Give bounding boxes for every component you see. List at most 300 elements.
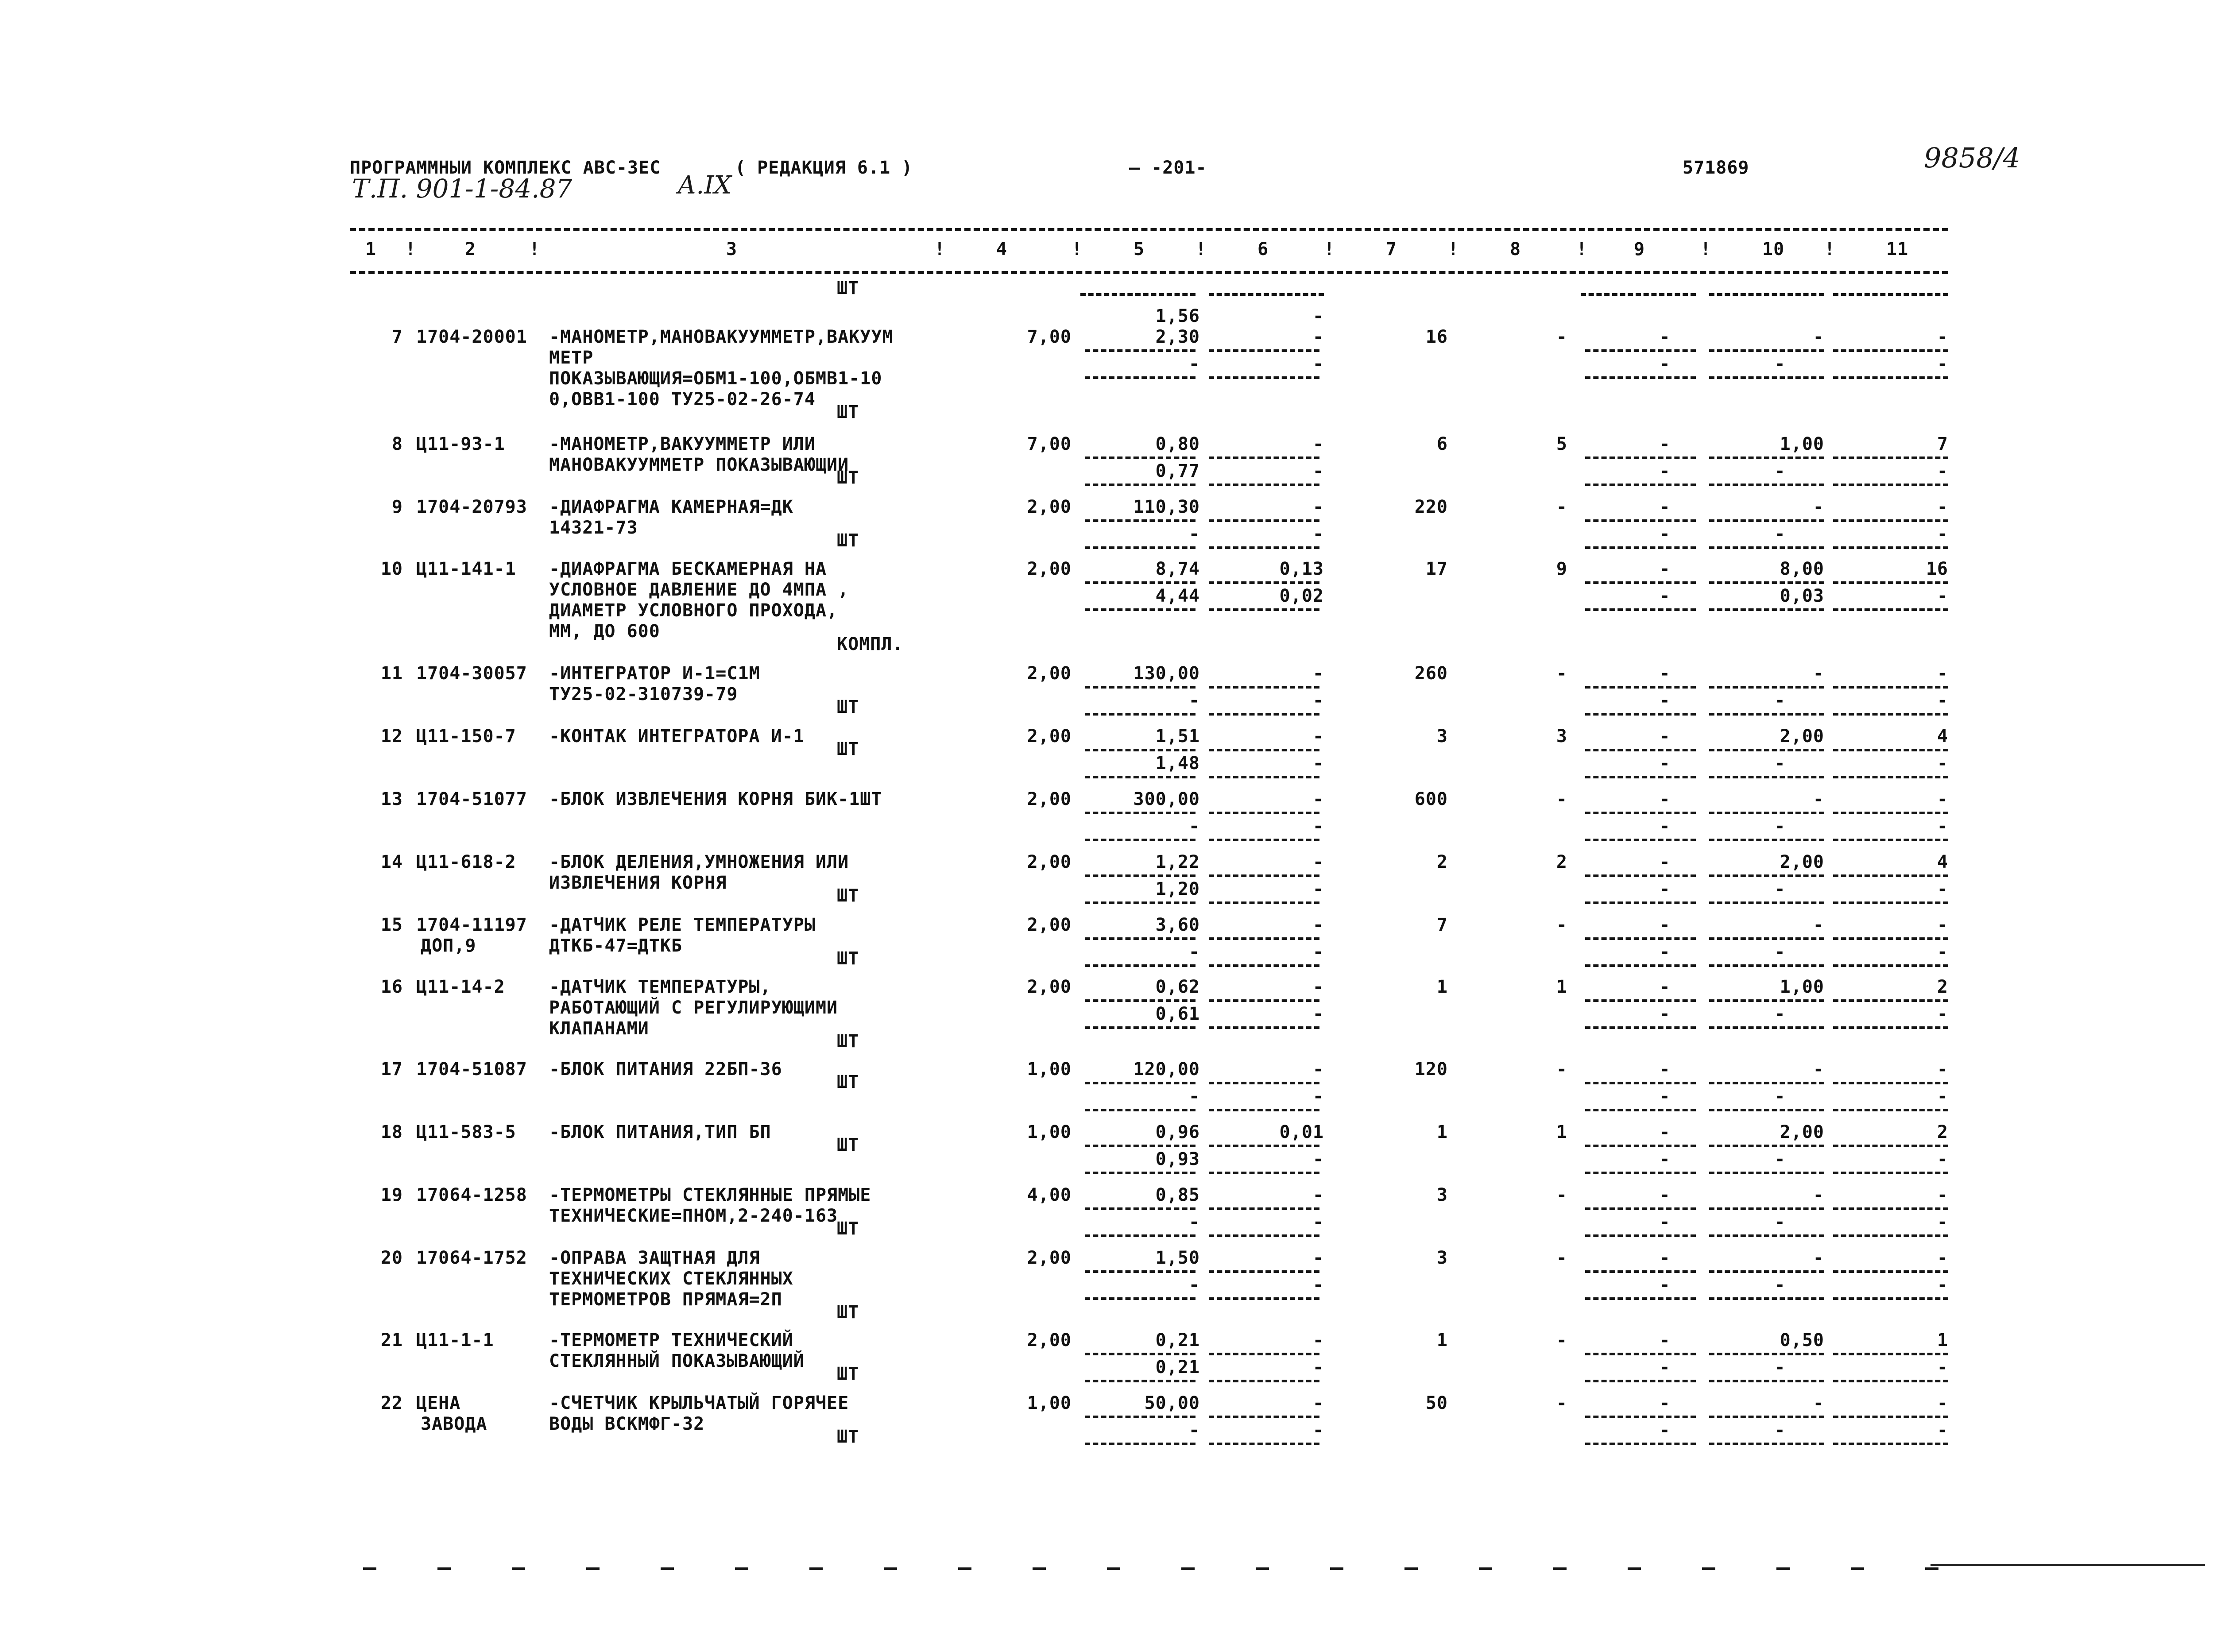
price-part-bottom: - bbox=[1312, 354, 1324, 374]
cell-rule bbox=[1833, 608, 1948, 611]
cell-rule bbox=[1709, 1172, 1824, 1174]
row-number: 17 bbox=[380, 1059, 403, 1079]
col11-value: 4 bbox=[1937, 852, 1948, 872]
item-description: -ОПРАВА ЗАЩТНАЯ ДЛЯ bbox=[549, 1248, 760, 1268]
cell-rule bbox=[1585, 1082, 1696, 1084]
cell-rule bbox=[1085, 1234, 1195, 1237]
quantity-value: 2,00 bbox=[1027, 497, 1072, 517]
row-number: 11 bbox=[380, 663, 403, 684]
col11-value: - bbox=[1937, 1059, 1948, 1079]
cell-rule bbox=[1209, 376, 1319, 379]
col10-value: - bbox=[1813, 1248, 1824, 1268]
cell-rule bbox=[1585, 812, 1696, 814]
cell-rule bbox=[1833, 349, 1948, 352]
row-number: 18 bbox=[380, 1122, 403, 1142]
quantity-value: 1,00 bbox=[1027, 1059, 1072, 1079]
quantity-value: 2,00 bbox=[1027, 1248, 1072, 1268]
item-description: ТЕХНИЧЕСКИХ СТЕКЛЯННЫХ bbox=[549, 1269, 793, 1289]
row-number: 13 bbox=[380, 789, 403, 809]
cell-rule bbox=[1209, 776, 1319, 778]
quantity-value: 2,00 bbox=[1027, 663, 1072, 684]
cell-rule bbox=[1709, 901, 1824, 904]
column-header-10: 10 bbox=[1762, 239, 1785, 259]
program-title: ПРОГРАММНЫИ КОМПЛЕКС АВС-3ЕС bbox=[350, 158, 661, 178]
price-part-value: - bbox=[1312, 852, 1324, 872]
cell-rule bbox=[1209, 901, 1319, 904]
unit-label: ШТ bbox=[837, 697, 859, 717]
unit-label: ШТ bbox=[837, 402, 859, 422]
col10-bottom: - bbox=[1774, 942, 1786, 962]
cell-rule bbox=[1085, 964, 1195, 967]
price-value-bottom: 1,20 bbox=[1155, 879, 1200, 899]
col9-bottom: - bbox=[1659, 586, 1671, 606]
price-value: 1,50 bbox=[1155, 1248, 1200, 1268]
bottom-dash bbox=[1404, 1567, 1418, 1570]
cell-rule bbox=[1209, 519, 1319, 522]
cell-rule bbox=[1585, 713, 1696, 716]
cell-rule bbox=[1209, 1109, 1319, 1111]
price-value-bottom: - bbox=[1188, 1086, 1200, 1106]
cell-rule bbox=[1209, 1416, 1319, 1418]
column-header-9: 9 bbox=[1634, 239, 1645, 259]
col10-bottom: - bbox=[1774, 354, 1786, 374]
cell-rule bbox=[1585, 937, 1696, 940]
item-description: -ТЕРМОМЕТР ТЕХНИЧЕСКИЙ bbox=[549, 1330, 793, 1350]
col10-value: 8,00 bbox=[1780, 559, 1824, 579]
price-value: 8,74 bbox=[1155, 559, 1200, 579]
cell-rule bbox=[1209, 1082, 1319, 1084]
item-description: -ДИАФРАГМА БЕСКАМЕРНАЯ НА bbox=[549, 559, 827, 579]
item-code-suffix: ДОП,9 bbox=[421, 936, 476, 956]
col11-bottom: - bbox=[1937, 1149, 1948, 1169]
price-part-value: - bbox=[1312, 915, 1324, 935]
cell-rule bbox=[1833, 874, 1948, 877]
project-number-handwritten: Т.П. 901-1-84.87 bbox=[352, 174, 573, 204]
unit-label: ШТ bbox=[837, 739, 859, 759]
price-value: 300,00 bbox=[1133, 789, 1200, 809]
cell-rule bbox=[1085, 457, 1195, 459]
cell-rule bbox=[1209, 349, 1319, 352]
row-number: 19 bbox=[380, 1185, 403, 1205]
col9-bottom: - bbox=[1659, 1420, 1671, 1440]
price-value-bottom: - bbox=[1188, 1420, 1200, 1440]
col11-bottom: - bbox=[1937, 1212, 1948, 1232]
labor-value: - bbox=[1556, 1248, 1567, 1268]
price-part-value: - bbox=[1312, 1248, 1324, 1268]
cell-rule bbox=[1209, 1234, 1319, 1237]
cell-rule bbox=[1833, 1270, 1948, 1273]
price-part-value: - bbox=[1312, 1393, 1324, 1413]
unit-label: ШТ bbox=[837, 886, 859, 906]
col11-bottom: - bbox=[1937, 879, 1948, 899]
cell-rule bbox=[1585, 749, 1696, 751]
col10-bottom: - bbox=[1774, 816, 1786, 836]
cell-rule bbox=[1585, 874, 1696, 877]
cell-rule bbox=[1585, 546, 1696, 549]
column-separator: ! bbox=[1576, 239, 1588, 259]
item-code: Ц11-150-7 bbox=[416, 726, 516, 747]
item-code: 1704-11197 bbox=[416, 915, 527, 935]
cell-rule bbox=[1709, 1380, 1824, 1382]
item-description: -СЧЕТЧИК КРЫЛЬЧАТЫЙ ГОРЯЧЕЕ bbox=[549, 1393, 849, 1413]
cell-rule bbox=[1709, 1443, 1824, 1445]
bottom-dash bbox=[958, 1567, 971, 1570]
cell-rule bbox=[1709, 1270, 1824, 1273]
sheet-number-handwritten: 9858/4 bbox=[1924, 142, 2021, 174]
price-part-bottom: - bbox=[1312, 1004, 1324, 1024]
col10-value: - bbox=[1813, 1185, 1824, 1205]
cell-rule bbox=[1085, 999, 1195, 1002]
column-header-7: 7 bbox=[1386, 239, 1397, 259]
cell-rule bbox=[1709, 776, 1824, 778]
total-value: 1 bbox=[1436, 1330, 1448, 1350]
total-value: 17 bbox=[1425, 559, 1448, 579]
bottom-dash bbox=[661, 1567, 674, 1570]
cell-rule bbox=[1085, 713, 1195, 716]
cell-rule bbox=[1709, 1109, 1824, 1111]
item-description: МАНОВАКУУММЕТР ПОКАЗЫВАЮЩИИ bbox=[549, 455, 849, 475]
cell-rule bbox=[1709, 546, 1824, 549]
column-separator: ! bbox=[1448, 239, 1459, 259]
total-value: 2 bbox=[1436, 852, 1448, 872]
cell-rule bbox=[1709, 964, 1824, 967]
unit-label: ШТ bbox=[837, 530, 859, 551]
price-value: 2,30 bbox=[1155, 327, 1200, 347]
row-number: 7 bbox=[391, 327, 403, 347]
price-value: 0,80 bbox=[1155, 434, 1200, 454]
col9-bottom: - bbox=[1659, 354, 1671, 374]
unit-label: ШТ bbox=[837, 278, 859, 298]
price-part-value: - bbox=[1312, 1330, 1324, 1350]
col9-value: - bbox=[1659, 1248, 1671, 1268]
price-part-bottom: - bbox=[1312, 524, 1324, 544]
col9-value: - bbox=[1659, 1330, 1671, 1350]
item-description: СТЕКЛЯННЫЙ ПОКАЗЫВАЮЩИЙ bbox=[549, 1351, 805, 1371]
col10-bottom: - bbox=[1774, 1149, 1786, 1169]
cell-rule bbox=[1209, 1380, 1319, 1382]
item-code: ЦЕНА bbox=[416, 1393, 461, 1413]
col11-value: 2 bbox=[1937, 1122, 1948, 1142]
item-description: ВОДЫ ВСКМФГ-32 bbox=[549, 1414, 705, 1434]
col11-value: - bbox=[1937, 915, 1948, 935]
cell-rule bbox=[1709, 713, 1824, 716]
cell-rule bbox=[1709, 686, 1824, 689]
total-value: 3 bbox=[1436, 1248, 1448, 1268]
price-value-bottom: 4,44 bbox=[1155, 586, 1200, 606]
price-part-value: - bbox=[1312, 1059, 1324, 1079]
price-value: 1,51 bbox=[1155, 726, 1200, 747]
cell-rule bbox=[1709, 519, 1824, 522]
col11-value: 1 bbox=[1937, 1330, 1948, 1350]
total-value: 50 bbox=[1425, 1393, 1448, 1413]
item-description: ДТКБ-47=ДТКБ bbox=[549, 936, 682, 956]
cell-rule bbox=[1585, 964, 1696, 967]
col10-value: - bbox=[1813, 1059, 1824, 1079]
col11-bottom: - bbox=[1937, 1357, 1948, 1377]
item-description: МЕТР bbox=[549, 348, 594, 368]
cell-rule bbox=[1085, 376, 1195, 379]
item-code: 1704-51077 bbox=[416, 789, 527, 809]
cell-rule bbox=[1709, 1207, 1824, 1210]
bottom-dash bbox=[437, 1567, 451, 1570]
cell-rule bbox=[1085, 484, 1195, 486]
price-part-bottom: - bbox=[1312, 942, 1324, 962]
total-value: 1 bbox=[1436, 977, 1448, 997]
cell-rule bbox=[1209, 484, 1319, 486]
labor-value: 2 bbox=[1556, 852, 1567, 872]
col10-bottom: - bbox=[1774, 1275, 1786, 1295]
price-value: 50,00 bbox=[1144, 1393, 1200, 1413]
row-number: 16 bbox=[380, 977, 403, 997]
price-part-bottom: 0,02 bbox=[1279, 586, 1324, 606]
price-value: 130,00 bbox=[1133, 663, 1200, 684]
cell-rule bbox=[1585, 1380, 1696, 1382]
price-value-bottom: - bbox=[1188, 1212, 1200, 1232]
cell-rule bbox=[1833, 1172, 1948, 1174]
cell-rule bbox=[1585, 1145, 1696, 1147]
price-part-bottom: - bbox=[1312, 1357, 1324, 1377]
item-description: -БЛОК ПИТАНИЯ 22БП-36 bbox=[549, 1059, 782, 1079]
col9-value: - bbox=[1659, 789, 1671, 809]
page-number: — -201- bbox=[1129, 158, 1207, 178]
cell-rule bbox=[1709, 1353, 1824, 1355]
cell-rule bbox=[1085, 1109, 1195, 1111]
col11-value: - bbox=[1937, 789, 1948, 809]
price-part-bottom: - bbox=[1312, 1149, 1324, 1169]
cell-rule bbox=[1709, 293, 1824, 296]
cell-rule bbox=[1085, 776, 1195, 778]
price-part-value: - bbox=[1312, 327, 1324, 347]
cell-rule bbox=[1833, 1353, 1948, 1355]
cell-rule bbox=[1833, 901, 1948, 904]
price-value-bottom: 0,61 bbox=[1155, 1004, 1200, 1024]
col9-bottom: - bbox=[1659, 1357, 1671, 1377]
cell-rule bbox=[1209, 1443, 1319, 1445]
cell-rule bbox=[1833, 1082, 1948, 1084]
cell-rule bbox=[1085, 1416, 1195, 1418]
item-description: ДИАМЕТР УСЛОВНОГО ПРОХОДА, bbox=[549, 600, 838, 621]
cell-rule bbox=[1080, 293, 1195, 296]
price-part-bottom: - bbox=[1312, 461, 1324, 481]
item-description: -ИНТЕГРАТОР И-1=С1М bbox=[549, 663, 760, 684]
cell-rule bbox=[1709, 749, 1824, 751]
col10-value: - bbox=[1813, 497, 1824, 517]
cell-rule bbox=[1209, 546, 1319, 549]
item-description: -ТЕРМОМЕТРЫ СТЕКЛЯННЫЕ ПРЯМЫЕ bbox=[549, 1185, 871, 1205]
price-value-bottom: - bbox=[1188, 816, 1200, 836]
item-description: ММ, ДО 600 bbox=[549, 621, 660, 642]
item-description: -ДАТЧИК ТЕМПЕРАТУРЫ, bbox=[549, 977, 771, 997]
cell-rule bbox=[1085, 1207, 1195, 1210]
price-value-bottom: - bbox=[1188, 690, 1200, 711]
cell-rule bbox=[1833, 376, 1948, 379]
cell-rule bbox=[1833, 964, 1948, 967]
col11-value: - bbox=[1937, 1393, 1948, 1413]
col9-value: - bbox=[1659, 915, 1671, 935]
cell-rule bbox=[1709, 1145, 1824, 1147]
price-part-bottom: - bbox=[1312, 879, 1324, 899]
unit-label: ШТ bbox=[837, 1135, 859, 1155]
col10-bottom: - bbox=[1774, 524, 1786, 544]
item-code: Ц11-14-2 bbox=[416, 977, 505, 997]
cell-rule bbox=[1585, 1172, 1696, 1174]
row-number: 21 bbox=[380, 1330, 403, 1350]
cell-rule bbox=[1085, 1297, 1195, 1300]
item-description: 14321-73 bbox=[549, 518, 638, 538]
column-header-3: 3 bbox=[726, 239, 738, 259]
item-description: УСЛОВНОЕ ДАВЛЕНИЕ ДО 4МПА , bbox=[549, 580, 849, 600]
column-separator: ! bbox=[1324, 239, 1335, 259]
labor-value: - bbox=[1556, 663, 1567, 684]
quantity-value: 2,00 bbox=[1027, 1330, 1072, 1350]
row-number: 10 bbox=[380, 559, 403, 579]
bottom-dash bbox=[363, 1567, 376, 1570]
column-header-11: 11 bbox=[1886, 239, 1909, 259]
price-value: 0,85 bbox=[1155, 1185, 1200, 1205]
cell-rule bbox=[1709, 812, 1824, 814]
cell-rule bbox=[1833, 1207, 1948, 1210]
cell-rule bbox=[1585, 1353, 1696, 1355]
cell-rule bbox=[1585, 484, 1696, 486]
col10-value: - bbox=[1813, 327, 1824, 347]
item-description: ПОКАЗЫВАЮЩИЯ=ОБМ1-100,ОБМВ1-10 bbox=[549, 368, 882, 389]
item-description: -МАНОМЕТР,МАНОВАКУУММЕТР,ВАКУУМ bbox=[549, 327, 894, 347]
col9-bottom: - bbox=[1659, 524, 1671, 544]
bottom-dash bbox=[1925, 1567, 1938, 1570]
column-header-8: 8 bbox=[1510, 239, 1521, 259]
col10-bottom: - bbox=[1774, 461, 1786, 481]
col10-bottom: - bbox=[1774, 879, 1786, 899]
item-code: 17064-1258 bbox=[416, 1185, 527, 1205]
cell-rule bbox=[1709, 608, 1824, 611]
quantity-value: 2,00 bbox=[1027, 852, 1072, 872]
col9-value: - bbox=[1659, 852, 1671, 872]
cell-rule bbox=[1833, 484, 1948, 486]
price-part-value: - bbox=[1312, 726, 1324, 747]
cell-rule bbox=[1709, 349, 1824, 352]
price-part-value: - bbox=[1312, 789, 1324, 809]
quantity-value: 7,00 bbox=[1027, 434, 1072, 454]
col9-value: - bbox=[1659, 977, 1671, 997]
bottom-dash bbox=[1553, 1567, 1567, 1570]
bottom-rule bbox=[1931, 1564, 2205, 1566]
price-part-bottom: - bbox=[1312, 816, 1324, 836]
labor-value: 3 bbox=[1556, 726, 1567, 747]
item-description: -БЛОК ДЕЛЕНИЯ,УМНОЖЕНИЯ ИЛИ bbox=[549, 852, 849, 872]
cell-rule bbox=[1085, 1082, 1195, 1084]
item-code: 1704-20793 bbox=[416, 497, 527, 517]
price-value-bottom: - bbox=[1188, 354, 1200, 374]
unit-label: ШТ bbox=[837, 1219, 859, 1239]
cell-rule bbox=[1085, 581, 1195, 584]
col11-value: - bbox=[1937, 497, 1948, 517]
col11-value: 16 bbox=[1926, 559, 1948, 579]
price-value: 1,22 bbox=[1155, 852, 1200, 872]
col9-bottom: - bbox=[1659, 1275, 1671, 1295]
col9-value: - bbox=[1659, 1185, 1671, 1205]
cell-rule bbox=[1585, 1270, 1696, 1273]
cell-rule bbox=[1085, 874, 1195, 877]
unit-label: ШТ bbox=[837, 1302, 859, 1323]
col9-bottom: - bbox=[1659, 816, 1671, 836]
col9-value: - bbox=[1659, 327, 1671, 347]
item-description: ИЗВЛЕЧЕНИЯ КОРНЯ bbox=[549, 873, 727, 893]
cell-rule bbox=[1833, 457, 1948, 459]
quantity-value: 2,00 bbox=[1027, 726, 1072, 747]
cell-rule bbox=[1585, 999, 1696, 1002]
cell-rule bbox=[1585, 376, 1696, 379]
cell-rule bbox=[1209, 812, 1319, 814]
price-part-value: 0,01 bbox=[1279, 1122, 1324, 1142]
cell-rule bbox=[1833, 776, 1948, 778]
cell-rule bbox=[1833, 581, 1948, 584]
cell-rule bbox=[1085, 1026, 1195, 1029]
cell-rule bbox=[1585, 457, 1696, 459]
col9-value: - bbox=[1659, 1059, 1671, 1079]
cell-rule bbox=[1209, 608, 1319, 611]
bottom-dash bbox=[586, 1567, 600, 1570]
unit-label: ШТ bbox=[837, 468, 859, 488]
cell-rule bbox=[1709, 1026, 1824, 1029]
bottom-dash bbox=[884, 1567, 897, 1570]
cell-rule bbox=[1209, 937, 1319, 940]
cell-rule bbox=[1585, 686, 1696, 689]
price-value: 0,21 bbox=[1155, 1330, 1200, 1350]
price-value-bottom: 1,48 bbox=[1155, 753, 1200, 774]
bottom-dash bbox=[1033, 1567, 1046, 1570]
item-description: -БЛОК ПИТАНИЯ,ТИП БП bbox=[549, 1122, 771, 1142]
cell-rule bbox=[1209, 1353, 1319, 1355]
row-number: 15 bbox=[380, 915, 403, 935]
cell-rule bbox=[1585, 1109, 1696, 1111]
cell-rule bbox=[1585, 581, 1696, 584]
document-code: 571869 bbox=[1683, 158, 1749, 178]
cell-rule bbox=[1209, 964, 1319, 967]
col10-value: 1,00 bbox=[1780, 977, 1824, 997]
cell-rule bbox=[1833, 812, 1948, 814]
price-part-value: 0,13 bbox=[1279, 559, 1324, 579]
cell-rule bbox=[1085, 686, 1195, 689]
column-separator: ! bbox=[1700, 239, 1712, 259]
cell-rule bbox=[1085, 1353, 1195, 1355]
col10-bottom: - bbox=[1774, 1357, 1786, 1377]
cell-rule bbox=[1709, 999, 1824, 1002]
cell-rule bbox=[1833, 1443, 1948, 1445]
cell-rule bbox=[1585, 901, 1696, 904]
labor-value: 1 bbox=[1556, 977, 1567, 997]
item-code: 1704-20001 bbox=[416, 327, 527, 347]
cell-rule bbox=[1085, 937, 1195, 940]
bottom-dash bbox=[735, 1567, 748, 1570]
item-description: ТЕРМОМЕТРОВ ПРЯМАЯ=2П bbox=[549, 1289, 782, 1310]
cell-rule bbox=[1085, 608, 1195, 611]
album-handwritten: А.IX bbox=[677, 171, 732, 200]
cell-rule bbox=[1709, 484, 1824, 486]
labor-value: - bbox=[1556, 789, 1567, 809]
total-value: 16 bbox=[1425, 327, 1448, 347]
col10-value: - bbox=[1813, 1393, 1824, 1413]
quantity-value: 4,00 bbox=[1027, 1185, 1072, 1205]
price-value: 0,96 bbox=[1155, 1122, 1200, 1142]
unit-label: ШТ bbox=[837, 1031, 859, 1052]
price-value-bottom: - bbox=[1188, 1275, 1200, 1295]
labor-value: - bbox=[1556, 497, 1567, 517]
cell-rule bbox=[1833, 999, 1948, 1002]
cell-rule bbox=[1833, 1109, 1948, 1111]
quantity-value: 7,00 bbox=[1027, 327, 1072, 347]
price-part-value: - bbox=[1312, 1185, 1324, 1205]
col9-value: - bbox=[1659, 726, 1671, 747]
